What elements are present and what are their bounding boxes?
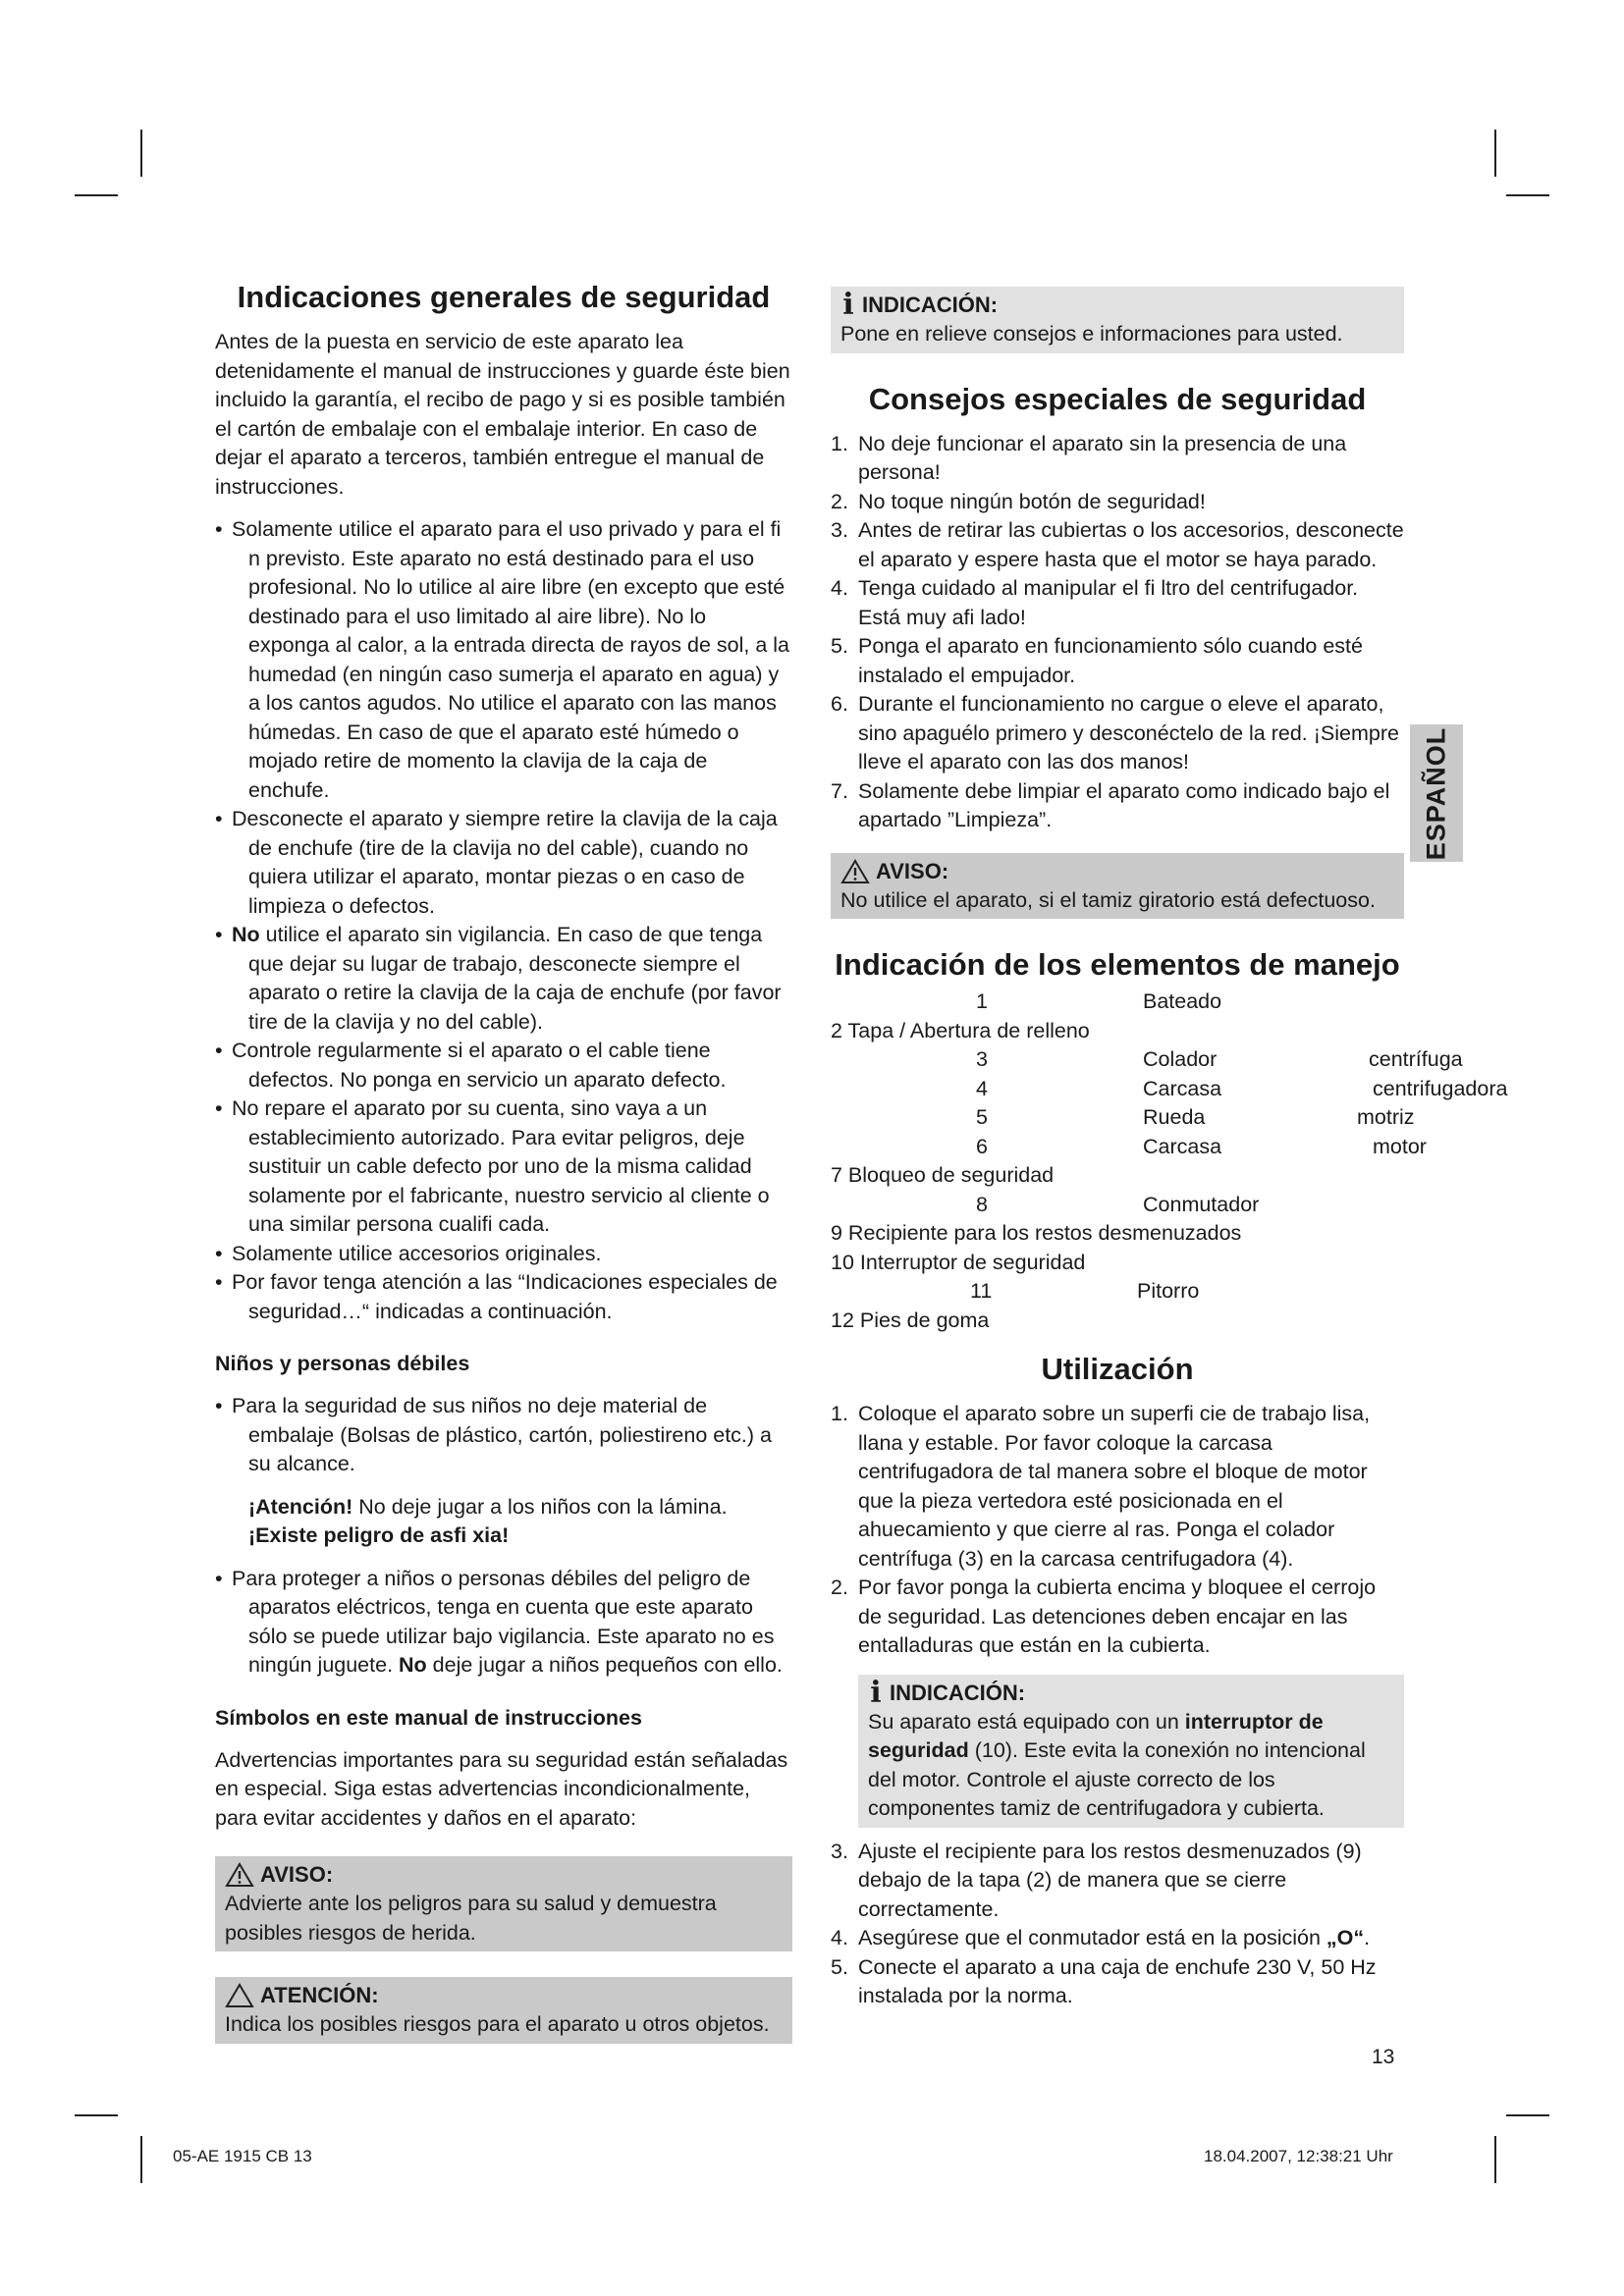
safety-bullet-list — [215, 515, 792, 1326]
switch-position: „O“ — [1326, 1926, 1365, 1949]
general-safety-title: Indicaciones generales de seguridad — [237, 280, 771, 314]
list-item — [831, 488, 1404, 517]
use-title: Utilización — [1041, 1352, 1194, 1386]
element-row — [831, 1307, 1404, 1336]
list-item-text: Para proteger a niños o personas débiles del peligro de aparatos eléctricos, tenga en cuenta que este aparato sólo se puede utilizar bajo vigilancia. Este aparato no es ningún juguete. — [232, 1566, 775, 1677]
element-number: 1 — [976, 989, 988, 1013]
list-item — [831, 690, 1404, 777]
use-list — [831, 1400, 1404, 1661]
safety-switch-bold: interruptor de seguridad — [868, 1709, 1324, 1762]
use-list-2 — [831, 1838, 1404, 2011]
aviso-heading — [840, 857, 1394, 886]
item-text: Solamente debe limpiar el aparato como indicado bajo el apartado ”Limpieza”. — [858, 778, 1390, 831]
crop-mark — [1494, 2136, 1496, 2183]
children-list-2 — [215, 1565, 792, 1681]
list-item: • Para la seguridad de sus niños no deje material de embalaje (Bolsas de plástico, cartón, poliestireno etc.) a su alcance. — [215, 1392, 792, 1479]
special-safety-title: Consejos especiales de seguridad — [868, 381, 1367, 416]
aviso-box — [215, 1856, 792, 1951]
item-text: Ajuste el recipiente para los restos desmenuzados (9) debajo de la tapa (2) de manera que se cierre correctamente. — [858, 1839, 1362, 1921]
item-number: 1. — [831, 431, 848, 455]
element-number: 11 — [970, 1279, 993, 1303]
use-note-heading — [868, 1675, 1394, 1710]
children-heading: Niños y personas débiles — [215, 1352, 470, 1375]
footer-file-id: 05-AE 1915 CB 13 — [173, 2147, 312, 2165]
item-number: 1. — [831, 1402, 848, 1425]
item-text: No deje funcionar el aparato sin la presencia de una persona! — [858, 431, 1347, 484]
list-item: • Solamente utilice accesorios originales. — [215, 1240, 792, 1269]
symbols-paragraph: Advertencias importantes para su seguridad están señaladas en especial. Siga estas advertencias incondicionalmente, para evitar accidentes y daños en el aparato: — [215, 1747, 788, 1830]
element-extra: motriz — [1357, 1105, 1415, 1129]
element-name: Carcasa — [1143, 1134, 1222, 1158]
elements-title: Indicación de los elementos de manejo — [835, 947, 1400, 982]
element-name: 12 Pies de goma — [831, 1308, 990, 1332]
list-item — [831, 632, 1404, 690]
element-name: 9 Recipiente para los restos desmenuzados — [831, 1221, 1242, 1245]
list-item — [831, 1924, 1404, 1953]
crop-mark — [75, 194, 118, 196]
item-text: . — [1364, 1926, 1371, 1949]
caution-triangle-icon — [225, 1983, 254, 2008]
language-tab — [1410, 724, 1463, 862]
bold-no: No — [399, 1653, 427, 1677]
element-number: 6 — [976, 1134, 988, 1158]
element-name: Pitorro — [1137, 1279, 1200, 1303]
item-number: 4. — [831, 576, 848, 600]
crop-mark — [1494, 130, 1496, 177]
aviso-text: Advierte ante los peligros para su salud y demuestra posibles riesgos de herida. — [225, 1892, 717, 1945]
aviso-heading — [225, 1860, 783, 1890]
left-column — [215, 279, 792, 2044]
info-icon: i — [870, 1675, 882, 1710]
indicacion-text: Pone en relieve consejos e informaciones para usted. — [840, 322, 1343, 346]
item-number: 6. — [831, 692, 848, 716]
warning-triangle-icon — [225, 1862, 254, 1888]
aviso-label: AVISO: — [876, 858, 949, 883]
bold-no: No — [232, 923, 260, 946]
crop-mark — [140, 2136, 142, 2183]
list-item — [831, 1400, 1404, 1574]
list-item — [831, 516, 1404, 574]
crop-mark — [75, 2114, 118, 2116]
atencion-box — [215, 1977, 792, 2044]
item-number: 3. — [831, 518, 848, 542]
aviso-label: AVISO: — [260, 1862, 334, 1887]
element-number: 5 — [976, 1105, 988, 1129]
element-name: Colador — [1143, 1047, 1218, 1071]
use-note-label: INDICACIÓN: — [890, 1680, 1026, 1705]
element-number: 4 — [976, 1076, 988, 1100]
item-text: No toque ningún botón de seguridad! — [858, 489, 1206, 513]
element-name: Rueda — [1143, 1105, 1206, 1129]
atencion-heading — [225, 1981, 783, 2010]
use-note-text — [868, 1708, 1394, 1824]
item-number: 3. — [831, 1839, 848, 1863]
item-text: Asegúrese que el conmutador está en la posición — [858, 1926, 1326, 1949]
language-tab-label: ESPAÑOL — [1421, 726, 1451, 860]
crop-mark — [1506, 194, 1549, 196]
element-extra: motor — [1373, 1134, 1427, 1158]
list-item — [215, 921, 792, 1037]
element-name: Conmutador — [1143, 1192, 1260, 1216]
element-number: 3 — [976, 1047, 988, 1071]
element-name: 7 Bloqueo de seguridad — [831, 1163, 1055, 1187]
item-number: 5. — [831, 1954, 848, 1979]
use-note-part: (10). Este evita la conexión no intencional del motor. Controle el ajuste correcto de los componentes tamiz de centrifugadora y cubierta. — [868, 1738, 1366, 1820]
attention-note — [215, 1493, 792, 1551]
intro-paragraph: Antes de la puesta en servicio de este aparato lea detenidamente el manual de instrucciones y guarde éste bien incluido la garantía, el recibo de pago y si es posible también el cartón de embalaje con el embalaje interior. En caso de dejar el aparato a terceros, también entregue el manual de instrucciones. — [215, 330, 790, 499]
list-item — [831, 777, 1404, 835]
crop-mark — [1506, 2114, 1549, 2116]
footer-timestamp: 18.04.2007, 12:38:21 Uhr — [1204, 2147, 1393, 2165]
symbols-heading: Símbolos en este manual de instrucciones — [215, 1705, 642, 1730]
element-name: 10 Interruptor de seguridad — [831, 1250, 1086, 1274]
special-safety-list — [831, 430, 1404, 835]
indicacion-label: INDICACIÓN: — [862, 293, 999, 317]
use-note-part: Su aparato está equipado con un — [868, 1709, 1185, 1734]
item-text: Durante el funcionamiento no cargue o eleve el aparato, sino apaguélo primero y desconéctelo de la red. ¡Siempre lleve el aparato con las dos manos! — [858, 692, 1399, 774]
element-row — [831, 1249, 1404, 1278]
info-icon: i — [842, 288, 854, 322]
list-item — [831, 1838, 1404, 1925]
list-item: • Por favor tenga atención a las “Indicaciones especiales de seguridad…“ indicadas a continuación. — [215, 1268, 792, 1326]
item-number: 5. — [831, 634, 848, 658]
element-row — [831, 1045, 1463, 1075]
children-list — [215, 1392, 792, 1479]
element-name: Bateado — [1143, 989, 1222, 1013]
list-item: • Controle regularmente si el aparato o el cable tiene defectos. No ponga en servicio un aparato defecto. — [215, 1037, 792, 1095]
item-text: Coloque el aparato sobre un superfi cie de trabajo lisa, llana y estable. Por favor coloque la carcasa centrifugadora de tal manera sobre el bloque de motor que la pieza vertedora esté posicionada en el ahuecamiento y que cierre al ras. Ponga el colador centrífuga (3) en la carcasa centrifugadora (4). — [858, 1402, 1371, 1571]
item-number: 7. — [831, 778, 848, 803]
element-extra: centrifugadora — [1373, 1076, 1508, 1100]
element-row — [831, 1219, 1404, 1249]
item-number: 2. — [831, 489, 848, 513]
list-item — [831, 430, 1404, 488]
item-number: 2. — [831, 1575, 848, 1599]
item-text: Por favor ponga la cubierta encima y bloquee el cerrojo de seguridad. Las detenciones deben encajar en las entalladuras que están en la cubierta. — [858, 1575, 1377, 1657]
list-item-text: utilice el aparato sin vigilancia. En caso de que tenga que dejar su lugar de trabajo, desconecte siempre el aparato o retire la clavija de la caja de enchufe (por favor tire de la clavija y no del cable). — [248, 923, 782, 1034]
atencion-label: ATENCIÓN: — [260, 1983, 379, 2007]
item-text: Ponga el aparato en funcionamiento sólo cuando esté instalado el empujador. — [858, 634, 1363, 687]
page-number: 13 — [1372, 2046, 1395, 2068]
atencion-text: Indica los posibles riesgos para el aparato u otros objetos. — [225, 2012, 770, 2036]
element-name: Carcasa — [1143, 1076, 1222, 1100]
element-row — [831, 988, 1404, 1017]
crop-mark — [140, 130, 142, 177]
element-row — [831, 1133, 1427, 1162]
element-row — [831, 1277, 1404, 1307]
list-item — [215, 1565, 792, 1681]
indicacion-box — [831, 287, 1404, 353]
element-row — [831, 1103, 1415, 1133]
element-name: 2 Tapa / Abertura de relleno — [831, 1018, 1090, 1042]
list-item — [831, 1574, 1404, 1661]
asphyxia-warning: ¡Existe peligro de asfi xia! — [248, 1523, 510, 1547]
aviso-filter-box — [831, 853, 1404, 920]
attention-text: No deje jugar a los niños con la lámina. — [352, 1494, 728, 1519]
element-row — [831, 1017, 1404, 1046]
list-item — [831, 1953, 1404, 2011]
item-text: Antes de retirar las cubiertas o los accesorios, desconecte el aparato y espere hasta que el motor se haya parado. — [858, 518, 1404, 571]
element-row — [831, 1191, 1404, 1220]
list-item: • No repare el aparato por su cuenta, sino vaya a un establecimiento autorizado. Para evitar peligros, deje sustituir un cable defecto por uno de la misma calidad solamente por el fabricante, nuestro servicio al cliente o una similar persona cualifi cada. — [215, 1095, 792, 1240]
indicacion-heading — [840, 288, 1394, 322]
attention-bold: ¡Atención! — [248, 1494, 353, 1519]
item-text: Tenga cuidado al manipular el fi ltro del centrifugador. Está muy afi lado! — [858, 576, 1359, 629]
list-item: • Desconecte el aparato y siempre retire la clavija de la caja de enchufe (tire de la clavija no del cable), cuando no quiera utilizar el aparato, montar piezas o en caso de limpieza o defectos. — [215, 805, 792, 921]
warning-triangle-icon — [840, 859, 870, 884]
item-text: Conecte el aparato a una caja de enchufe 230 V, 50 Hz instalada por la norma. — [858, 1954, 1377, 2007]
element-row — [831, 1161, 1404, 1191]
aviso-text: No utilice el aparato, si el tamiz giratorio está defectuoso. — [840, 887, 1376, 912]
list-item — [831, 574, 1404, 632]
list-item: • Solamente utilice el aparato para el uso privado y para el fi n previsto. Este aparato no está destinado para el uso profesional. No lo utilice al aire libre (en excepto que esté destinado para el uso limitado al aire libre). No lo exponga al calor, a la entrada directa de rayos de sol, a la humedad (en ningún caso sumerja el aparato en agua) y a los cantos agudos. No utilice el aparato con las manos húmedas. En caso de que el aparato esté húmedo o mojado retire de momento la clavija de la caja de enchufe. — [215, 515, 792, 805]
use-note-box — [858, 1675, 1404, 1828]
element-number: 8 — [976, 1192, 988, 1216]
elements-list — [831, 988, 1508, 1335]
item-number: 4. — [831, 1926, 848, 1949]
list-item-text: deje jugar a niños pequeños con ello. — [426, 1653, 783, 1677]
element-row — [831, 1075, 1508, 1104]
element-extra: centrífuga — [1369, 1047, 1463, 1071]
